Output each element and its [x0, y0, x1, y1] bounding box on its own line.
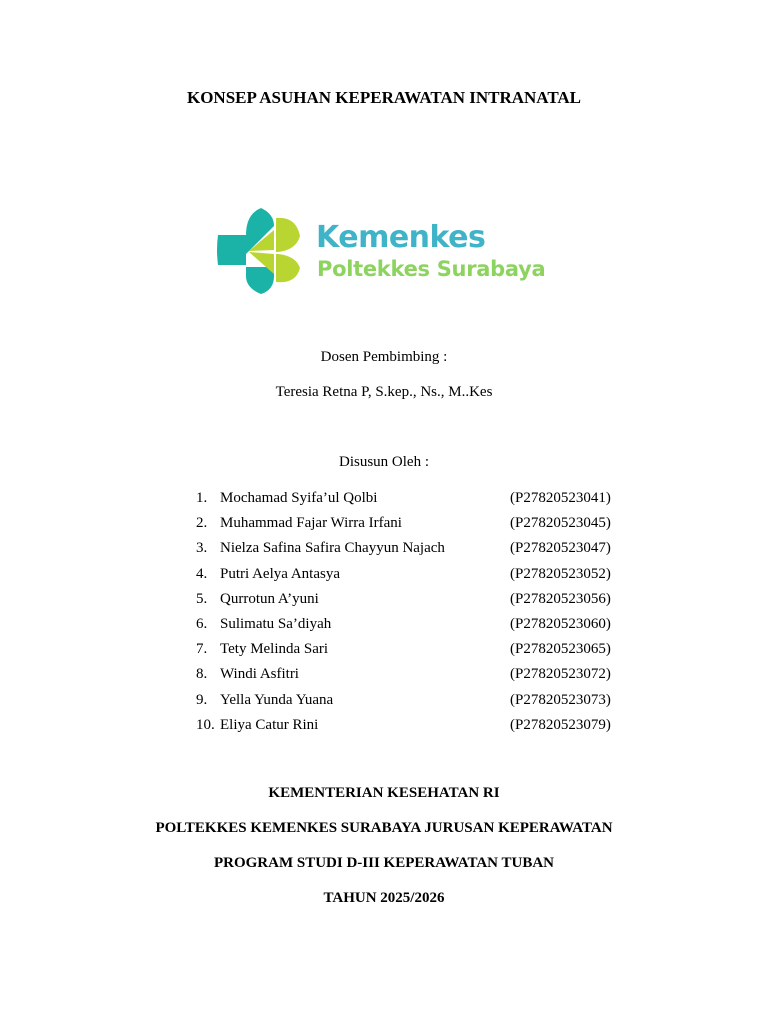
author-name: Tety Melinda Sari	[220, 641, 329, 658]
logo-text-kemenkes: Kemenkes	[316, 220, 486, 255]
authors-label: Disusun Oleh :	[339, 454, 429, 470]
author-nim: (P27820523073)	[510, 691, 611, 708]
emblem-leaf-top-right	[276, 218, 300, 252]
author-row	[196, 538, 626, 563]
author-name: Muhammad Fajar Wirra Irfani	[220, 515, 402, 532]
footer-institution: POLTEKKES KEMENKES SURABAYA JURUSAN KEPERAWATAN	[155, 820, 613, 836]
author-nim: (P27820523065)	[510, 641, 611, 658]
author-name: Nielza Safina Safira Chayyun Najach	[220, 540, 445, 557]
author-name: Qurrotun A’yuni	[220, 590, 319, 607]
author-row	[196, 513, 626, 538]
author-row	[196, 690, 626, 715]
author-nim: (P27820523041)	[510, 490, 611, 506]
author-row	[196, 564, 626, 589]
author-nim: (P27820523072)	[510, 666, 611, 683]
author-number: 2.	[196, 515, 208, 532]
advisor-label: Dosen Pembimbing :	[320, 349, 448, 365]
author-list	[196, 488, 626, 740]
author-name: Windi Asfitri	[220, 666, 299, 683]
author-nim: (P27820523079)	[510, 716, 611, 733]
author-number: 7.	[196, 641, 208, 658]
document-title: KONSEP ASUHAN KEPERAWATAN INTRANATAL	[186, 88, 582, 107]
author-number: 6.	[196, 615, 208, 632]
author-name: Eliya Catur Rini	[220, 716, 319, 733]
author-number: 1.	[196, 490, 208, 506]
emblem-leaf-bottom	[246, 267, 274, 294]
author-row	[196, 715, 626, 740]
author-number: 10.	[196, 716, 215, 733]
footer-year: TAHUN 2025/2026	[323, 890, 445, 906]
kemenkes-logo	[216, 206, 556, 296]
emblem-leaf-bottom-right	[276, 254, 300, 282]
author-nim: (P27820523052)	[510, 565, 611, 582]
author-name: Putri Aelya Antasya	[220, 565, 340, 582]
kemenkes-emblem-icon	[216, 206, 302, 296]
author-number: 4.	[196, 565, 208, 582]
author-nim: (P27820523045)	[510, 515, 611, 532]
author-number: 5.	[196, 590, 208, 607]
author-number: 8.	[196, 666, 208, 683]
author-number: 9.	[196, 691, 208, 708]
author-row	[196, 664, 626, 689]
author-row	[196, 614, 626, 639]
author-name: Yella Yunda Yuana	[220, 691, 334, 708]
author-name: Sulimatu Sa’diyah	[220, 615, 332, 632]
author-nim: (P27820523047)	[510, 540, 611, 557]
advisor-name: Teresia Retna P, S.kep., Ns., M..Kes	[275, 384, 493, 400]
author-nim: (P27820523060)	[510, 615, 611, 632]
author-name: Mochamad Syifa’ul Qolbi	[220, 490, 378, 506]
author-row	[196, 488, 626, 513]
logo-text-poltekkes: Poltekkes Surabaya	[317, 257, 546, 281]
footer-program: PROGRAM STUDI D-III KEPERAWATAN TUBAN	[213, 855, 555, 871]
author-number: 3.	[196, 540, 208, 557]
author-row	[196, 589, 626, 614]
author-nim: (P27820523056)	[510, 590, 611, 607]
author-row	[196, 639, 626, 664]
emblem-leaf-left	[217, 235, 246, 265]
footer-ministry: KEMENTERIAN KESEHATAN RI	[268, 785, 500, 801]
